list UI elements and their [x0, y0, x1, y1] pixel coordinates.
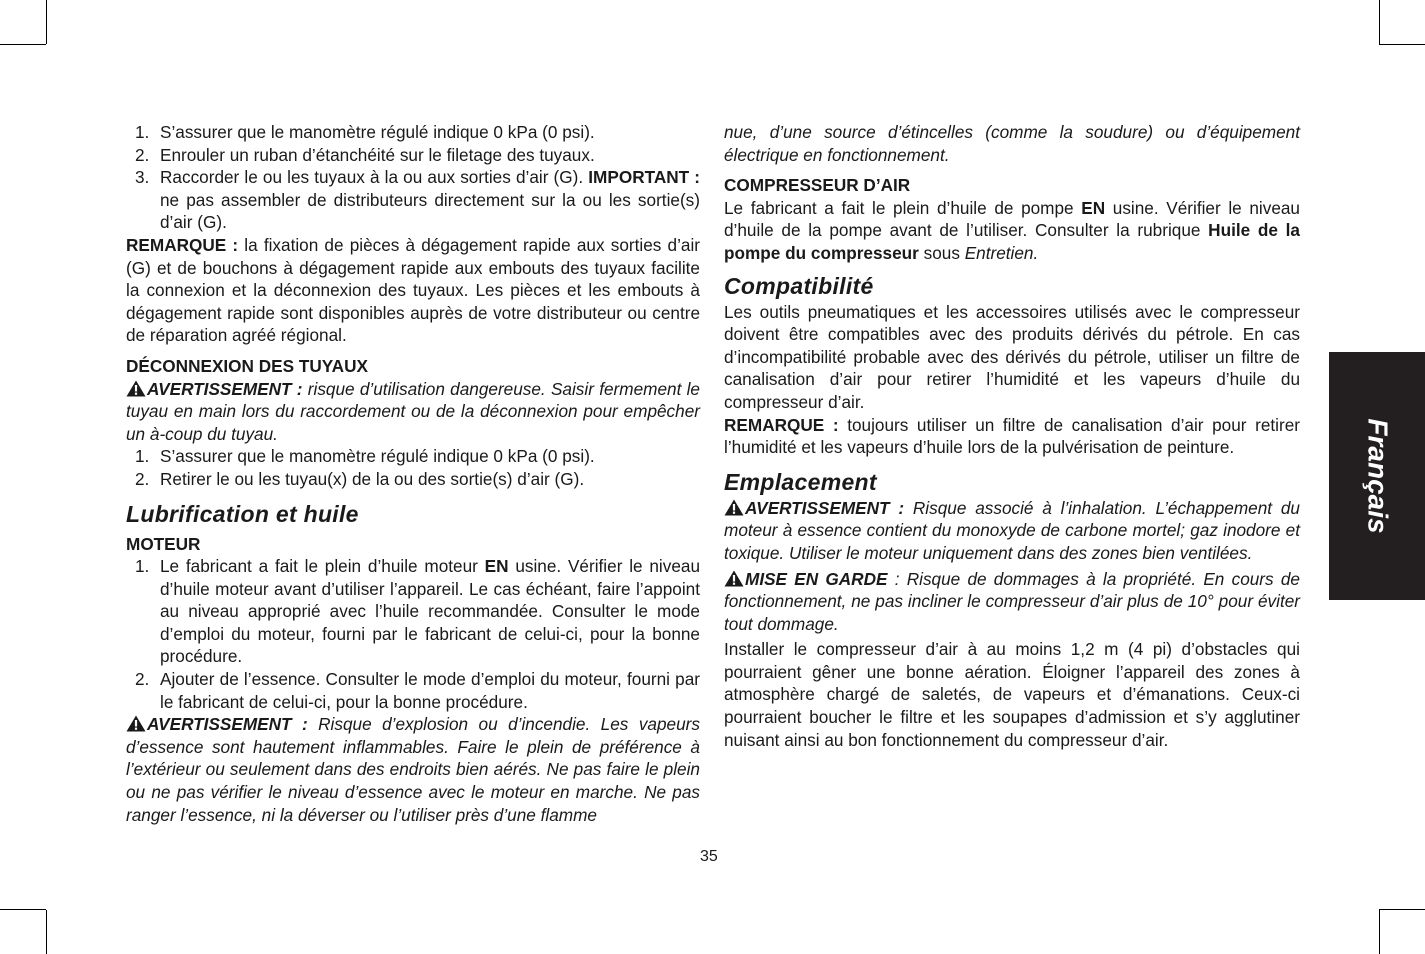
warning-icon	[724, 570, 744, 587]
warning-icon	[126, 380, 146, 397]
list-item: 1. S’assurer que le manomètre régulé indique 0 kPa (0 psi).	[135, 446, 595, 467]
note-paragraph: REMARQUE : la fixation de pièces à dégagement rapide aux sorties d’air (G) et de bouchons à dégagement rapide aux embouts des tuyaux facilite la connexion et la déconnexion des tuyaux. Les pièces et les embouts à dégagement rapide sont disponibles auprès de votre distributeur ou centre de réparation agréé régional.	[126, 234, 700, 346]
heading-disconnect: DÉCONNEXION DES TUYAUX	[126, 355, 368, 376]
section-title-lubrification: Lubrification et huile	[126, 500, 359, 527]
note-paragraph: REMARQUE : toujours utiliser un filtre de canalisation d’air pour retirer l’humidité et les vapeurs d’huile lors de la pulvérisation de peinture.	[724, 414, 1301, 458]
crop-mark	[1379, 44, 1425, 45]
caution-paragraph: MISE EN GARDE : Risque de dommages à la propriété. En cours de fonctionnement, ne pas incliner le compresseur d’air plus de 10° pour éviter tout dommage.	[724, 568, 1300, 634]
crop-mark	[46, 910, 47, 954]
section-title-emplacement: Emplacement	[724, 468, 877, 495]
section-title-compatibilite: Compatibilité	[724, 272, 874, 299]
page-number: 35	[700, 848, 718, 865]
warning-icon	[126, 715, 146, 732]
list-item: 1. Le fabricant a fait le plein d’huile moteur EN usine. Vérifier le niveau d’huile moteur avant d’utiliser l’appareil. Le cas échéant, faire l’appoint au niveau approprié avec l’huile recommandée. Consulter le mode d’emploi du moteur, fourni par le fabricant de celui-ci, pour la bonne procédure.	[135, 556, 700, 667]
compressor-paragraph: Le fabricant a fait le plein d’huile de pompe EN usine. Vérifier le niveau d’huile de la pompe avant de l’utiliser. Consulter la rubrique Huile de la pompe du compresseur sous Entretien.	[724, 197, 1300, 263]
crop-mark	[46, 0, 47, 44]
heading-engine: MOTEUR	[126, 533, 201, 554]
language-side-tab	[1329, 352, 1425, 600]
warning-continuation: nue, d’une source d’étincelles (comme la soudure) ou d’équipement électrique en fonctionnement.	[724, 122, 1300, 165]
left-column	[126, 121, 700, 826]
list-item: 2. Ajouter de l’essence. Consulter le mode d’emploi du moteur, fourni par le fabricant de celui-ci, pour la bonne procédure.	[135, 669, 700, 712]
crop-mark	[0, 909, 46, 910]
list-item: 2. Retirer le ou les tuyau(x) de la ou des sortie(s) d’air (G).	[135, 468, 585, 489]
warning-paragraph: AVERTISSEMENT : Risque d’explosion ou d’incendie. Les vapeurs d’essence sont hautement inflammables. Faire le plein de préférence à l’extérieur ou seulement dans des endroits bien aérés. Ne pas faire le plein ou ne pas vérifier le niveau d’essence avec le moteur en marche. Ne pas ranger l’essence, ni la déverser ou l’utiliser près d’une flamme	[126, 714, 700, 825]
crop-mark	[1379, 909, 1425, 910]
list-item: 1. S’assurer que le manomètre régulé indique 0 kPa (0 psi).	[135, 122, 595, 142]
warning-paragraph: AVERTISSEMENT : Risque associé à l’inhalation. L’échappement du moteur à essence contient du monoxyde de carbone mortel; gaz inodore et toxique. Utiliser le moteur uniquement dans des zones bien ventilées.	[724, 497, 1300, 563]
location-paragraph: Installer le compresseur d’air à au moins 1,2 m (4 pi) d’obstacles qui pourraient gêner une bonne aération. Éloigner l’appareil des zones à atmosphère chargé de saletés, de vapeurs et d’émanations. Ceux-ci pourraient boucher le filtre et les soupapes d’admission et s’y agglutiner nuisant ainsi au bon fonctionnement du compresseur d’air.	[724, 639, 1300, 750]
list-item: 2. Enrouler un ruban d’étanchéité sur le filetage des tuyaux.	[135, 144, 595, 165]
warning-icon	[724, 499, 744, 516]
crop-mark	[1379, 0, 1380, 44]
crop-mark	[1379, 910, 1380, 954]
list-item: 3. Raccorder le ou les tuyaux à la ou aux sorties d’air (G). IMPORTANT : ne pas assembler de distributeurs directement sur la ou les sortie(s) d’air (G).	[135, 167, 701, 233]
compat-paragraph: Les outils pneumatiques et les accessoires utilisés avec le compresseur doivent être compatibles avec des produits dérivés du pétrole. En cas d’incompatibilité probable avec des dérivés du pétrole, utiliser un filtre de canalisation d’air pour retirer l’humidité et les vapeurs d’huile du compresseur d’air.	[724, 301, 1300, 412]
language-tab-label: Français	[1362, 418, 1394, 534]
right-column	[724, 121, 1300, 751]
crop-mark	[0, 44, 46, 45]
warning-paragraph: AVERTISSEMENT : risque d’utilisation dangereuse. Saisir fermement le tuyau en main lors du raccordement ou de la déconnexion pour empêcher un à-coup du tuyau.	[126, 378, 700, 444]
heading-compressor: COMPRESSEUR D’AIR	[724, 175, 911, 196]
